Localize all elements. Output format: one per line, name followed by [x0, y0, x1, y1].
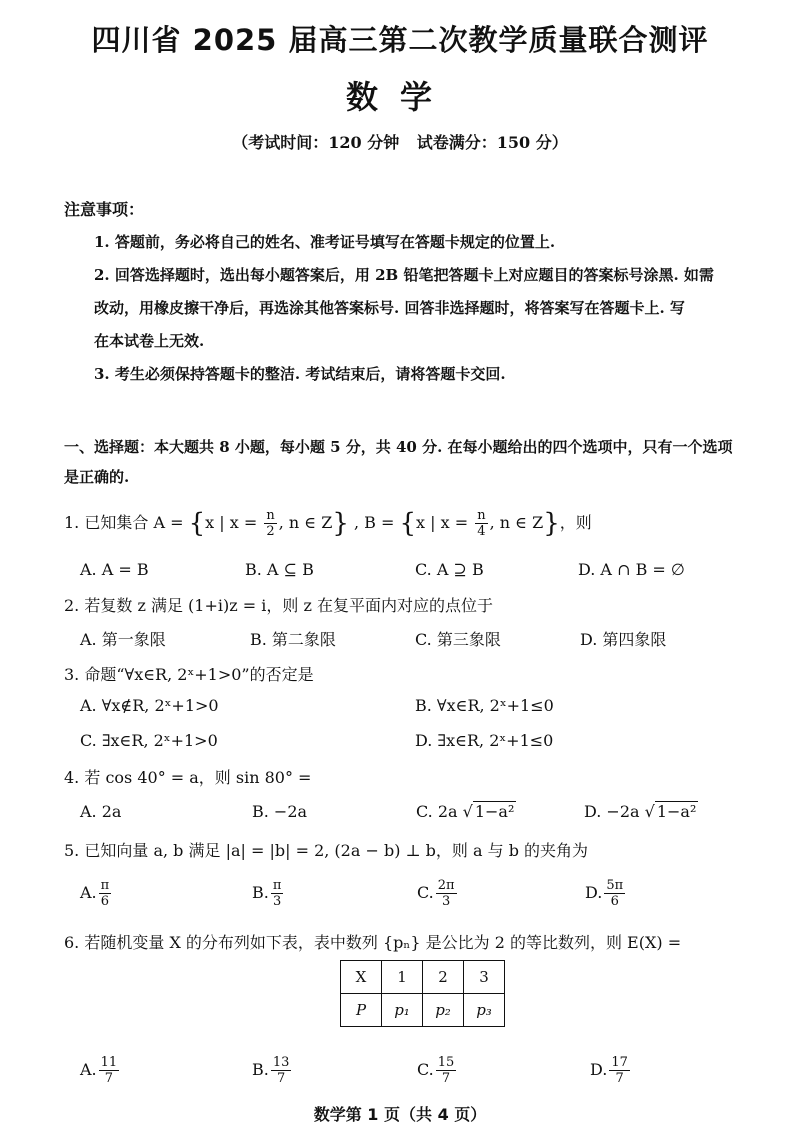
table-row: [341, 961, 505, 994]
table-cell: p₂: [423, 994, 464, 1027]
q6-option-a[interactable]: [80, 1055, 121, 1086]
q4-option-d[interactable]: D. −2a √ 1−a²: [584, 802, 697, 821]
q1-suffix: ，则: [559, 513, 592, 532]
frac-num: π: [100, 878, 110, 893]
opt-letter: B.: [252, 883, 269, 902]
q1-mid: , B =: [353, 513, 395, 532]
opt-fraction: [436, 1055, 457, 1086]
q1-set-b-rhs: , n ∈ Z: [489, 513, 544, 532]
q4-c-prefix: C. 2a: [416, 802, 458, 821]
q4-d-prefix: D. −2a: [584, 802, 640, 821]
q2-option-a[interactable]: A. 第一象限: [80, 630, 166, 649]
q3-option-a[interactable]: A. ∀x∉R, 2ˣ+1>0: [80, 696, 219, 715]
q4-option-b[interactable]: B. −2a: [252, 802, 308, 821]
q1-set-b-fraction: [475, 508, 487, 539]
notice-item-2-line-3: 在本试卷上无效.: [94, 332, 205, 350]
q6-option-d[interactable]: [590, 1055, 632, 1086]
opt-letter: A.: [80, 1060, 97, 1079]
q6-option-b[interactable]: [252, 1055, 293, 1086]
opt-letter: C.: [417, 883, 434, 902]
notice-item-1: 1. 答题前，务必将自己的姓名、准考证号填写在答题卡规定的位置上.: [94, 233, 556, 251]
opt-fraction: [271, 1055, 292, 1086]
table-cell: X: [341, 961, 382, 994]
exam-time: （考试时间：120 分钟: [232, 133, 400, 152]
exam-info: [0, 130, 800, 153]
opt-letter: D.: [585, 883, 603, 902]
q1-option-a[interactable]: A. A = B: [80, 560, 149, 579]
section-line-2: 是正确的.: [64, 468, 130, 486]
question-5-stem: 5. 已知向量 a, b 满足 |a| = |b| = 2, (2a − b) ⊥ b，则 a 与 b 的夹角为: [64, 841, 589, 860]
frac-den: 3: [272, 894, 282, 909]
opt-fraction: [271, 878, 284, 909]
frac-num: 17: [611, 1055, 628, 1070]
frac-num: 15: [437, 1055, 455, 1070]
exam-title: 四川省 2025 届高三第二次教学质量联合测评: [91, 23, 709, 57]
table-row: [341, 994, 505, 1027]
opt-fraction: [609, 1055, 630, 1086]
question-6-stem: 6. 若随机变量 X 的分布列如下表，表中数列 {pₙ} 是公比为 2 的等比数列，则 E(X) =: [64, 933, 682, 952]
q2-option-c[interactable]: C. 第三象限: [415, 630, 501, 649]
q1-set-a-lhs: x | x =: [205, 513, 258, 532]
q2-option-d[interactable]: D. 第四象限: [580, 630, 667, 649]
question-2-stem: 2. 若复数 z 满足 (1+i)z = i，则 z 在复平面内对应的点位于: [64, 596, 493, 615]
frac-den: 7: [615, 1071, 624, 1086]
q5-option-d[interactable]: [585, 878, 627, 909]
opt-fraction: [99, 878, 112, 909]
frac-num: n: [266, 508, 275, 523]
q1-set-a-fraction: [264, 508, 276, 539]
table-cell: 3: [464, 961, 505, 994]
brace-close: }: [543, 508, 560, 539]
table-cell: 2: [423, 961, 464, 994]
frac-num: π: [272, 878, 282, 893]
frac-den: 2: [266, 524, 275, 539]
opt-letter: C.: [417, 1060, 434, 1079]
opt-letter: A.: [80, 883, 97, 902]
frac-den: 7: [276, 1071, 286, 1086]
frac-num: 11: [100, 1055, 118, 1070]
opt-letter: B.: [252, 1060, 269, 1079]
page-footer: 数学第 1 页（共 4 页）: [313, 1105, 487, 1124]
opt-letter: D.: [590, 1060, 608, 1079]
opt-fraction: [604, 878, 625, 909]
notice-heading: 注意事项：: [64, 200, 145, 219]
frac-den: 6: [610, 894, 619, 909]
q4-d-root: 1−a²: [656, 802, 697, 821]
frac-den: 7: [104, 1071, 114, 1086]
frac-den: 3: [442, 894, 451, 909]
notice-item-3: 3. 考生必须保持答题卡的整洁. 考试结束后，请将答题卡交回.: [94, 365, 506, 383]
brace-open: {: [188, 508, 206, 539]
exam-score: 试卷满分：150 分）: [416, 133, 568, 152]
table-cell: 1: [382, 961, 423, 994]
notice-item-2-line-1: 2. 回答选择题时，选出每小题答案后，用 2B 铅笔把答题卡上对应题目的答案标号涂黑. 如需: [94, 266, 714, 284]
table-cell: p₃: [464, 994, 505, 1027]
brace-open: {: [399, 508, 417, 539]
q5-option-c[interactable]: [417, 878, 459, 909]
q3-option-c[interactable]: C. ∃x∈R, 2ˣ+1>0: [80, 731, 218, 750]
frac-num: 2π: [437, 878, 455, 893]
frac-den: 7: [441, 1071, 451, 1086]
frac-den: 6: [100, 894, 110, 909]
subject-title: 数学: [345, 78, 454, 116]
q1-prefix: 1. 已知集合 A =: [64, 513, 184, 532]
q4-c-root: 1−a²: [474, 802, 515, 821]
question-1-stem: [64, 508, 764, 539]
frac-num: 5π: [606, 878, 624, 893]
q1-option-c[interactable]: C. A ⊇ B: [415, 560, 484, 579]
frac-num: 13: [272, 1055, 290, 1070]
q4-option-c[interactable]: C. 2a √ 1−a²: [416, 802, 515, 821]
q1-option-d[interactable]: D. A ∩ B = ∅: [578, 560, 685, 579]
q4-option-a[interactable]: A. 2a: [80, 802, 122, 821]
distribution-table: [340, 960, 505, 1027]
q3-option-b[interactable]: B. ∀x∈R, 2ˣ+1≤0: [415, 696, 554, 715]
opt-fraction: [99, 1055, 120, 1086]
question-3-stem: 3. 命题“∀x∈R, 2ˣ+1>0”的否定是: [64, 665, 314, 684]
notice-item-2-line-2: 改动，用橡皮擦干净后，再选涂其他答案标号. 回答非选择题时，将答案写在答题卡上. 写: [94, 299, 685, 317]
q1-set-b-lhs: x | x =: [416, 513, 469, 532]
q1-option-b[interactable]: B. A ⊆ B: [245, 560, 314, 579]
section-heading: [64, 432, 754, 492]
q6-option-c[interactable]: [417, 1055, 458, 1086]
q3-option-d[interactable]: D. ∃x∈R, 2ˣ+1≤0: [415, 731, 554, 750]
table-cell: p₁: [382, 994, 423, 1027]
question-4-stem: 4. 若 cos 40° = a，则 sin 80° =: [64, 768, 312, 787]
notice-list: [64, 226, 754, 391]
brace-close: }: [332, 508, 349, 539]
table-cell: P: [341, 994, 382, 1027]
section-line-1: 一、选择题：本大题共 8 小题，每小题 5 分，共 40 分. 在每小题给出的四个选项中，只有一个选项: [64, 438, 733, 456]
frac-den: 4: [477, 524, 486, 539]
q5-option-b[interactable]: [252, 878, 285, 909]
q1-set-a-rhs: , n ∈ Z: [278, 513, 333, 532]
q2-option-b[interactable]: B. 第二象限: [250, 630, 336, 649]
q5-option-a[interactable]: [80, 878, 113, 909]
opt-fraction: [436, 878, 457, 909]
frac-num: n: [477, 508, 486, 523]
